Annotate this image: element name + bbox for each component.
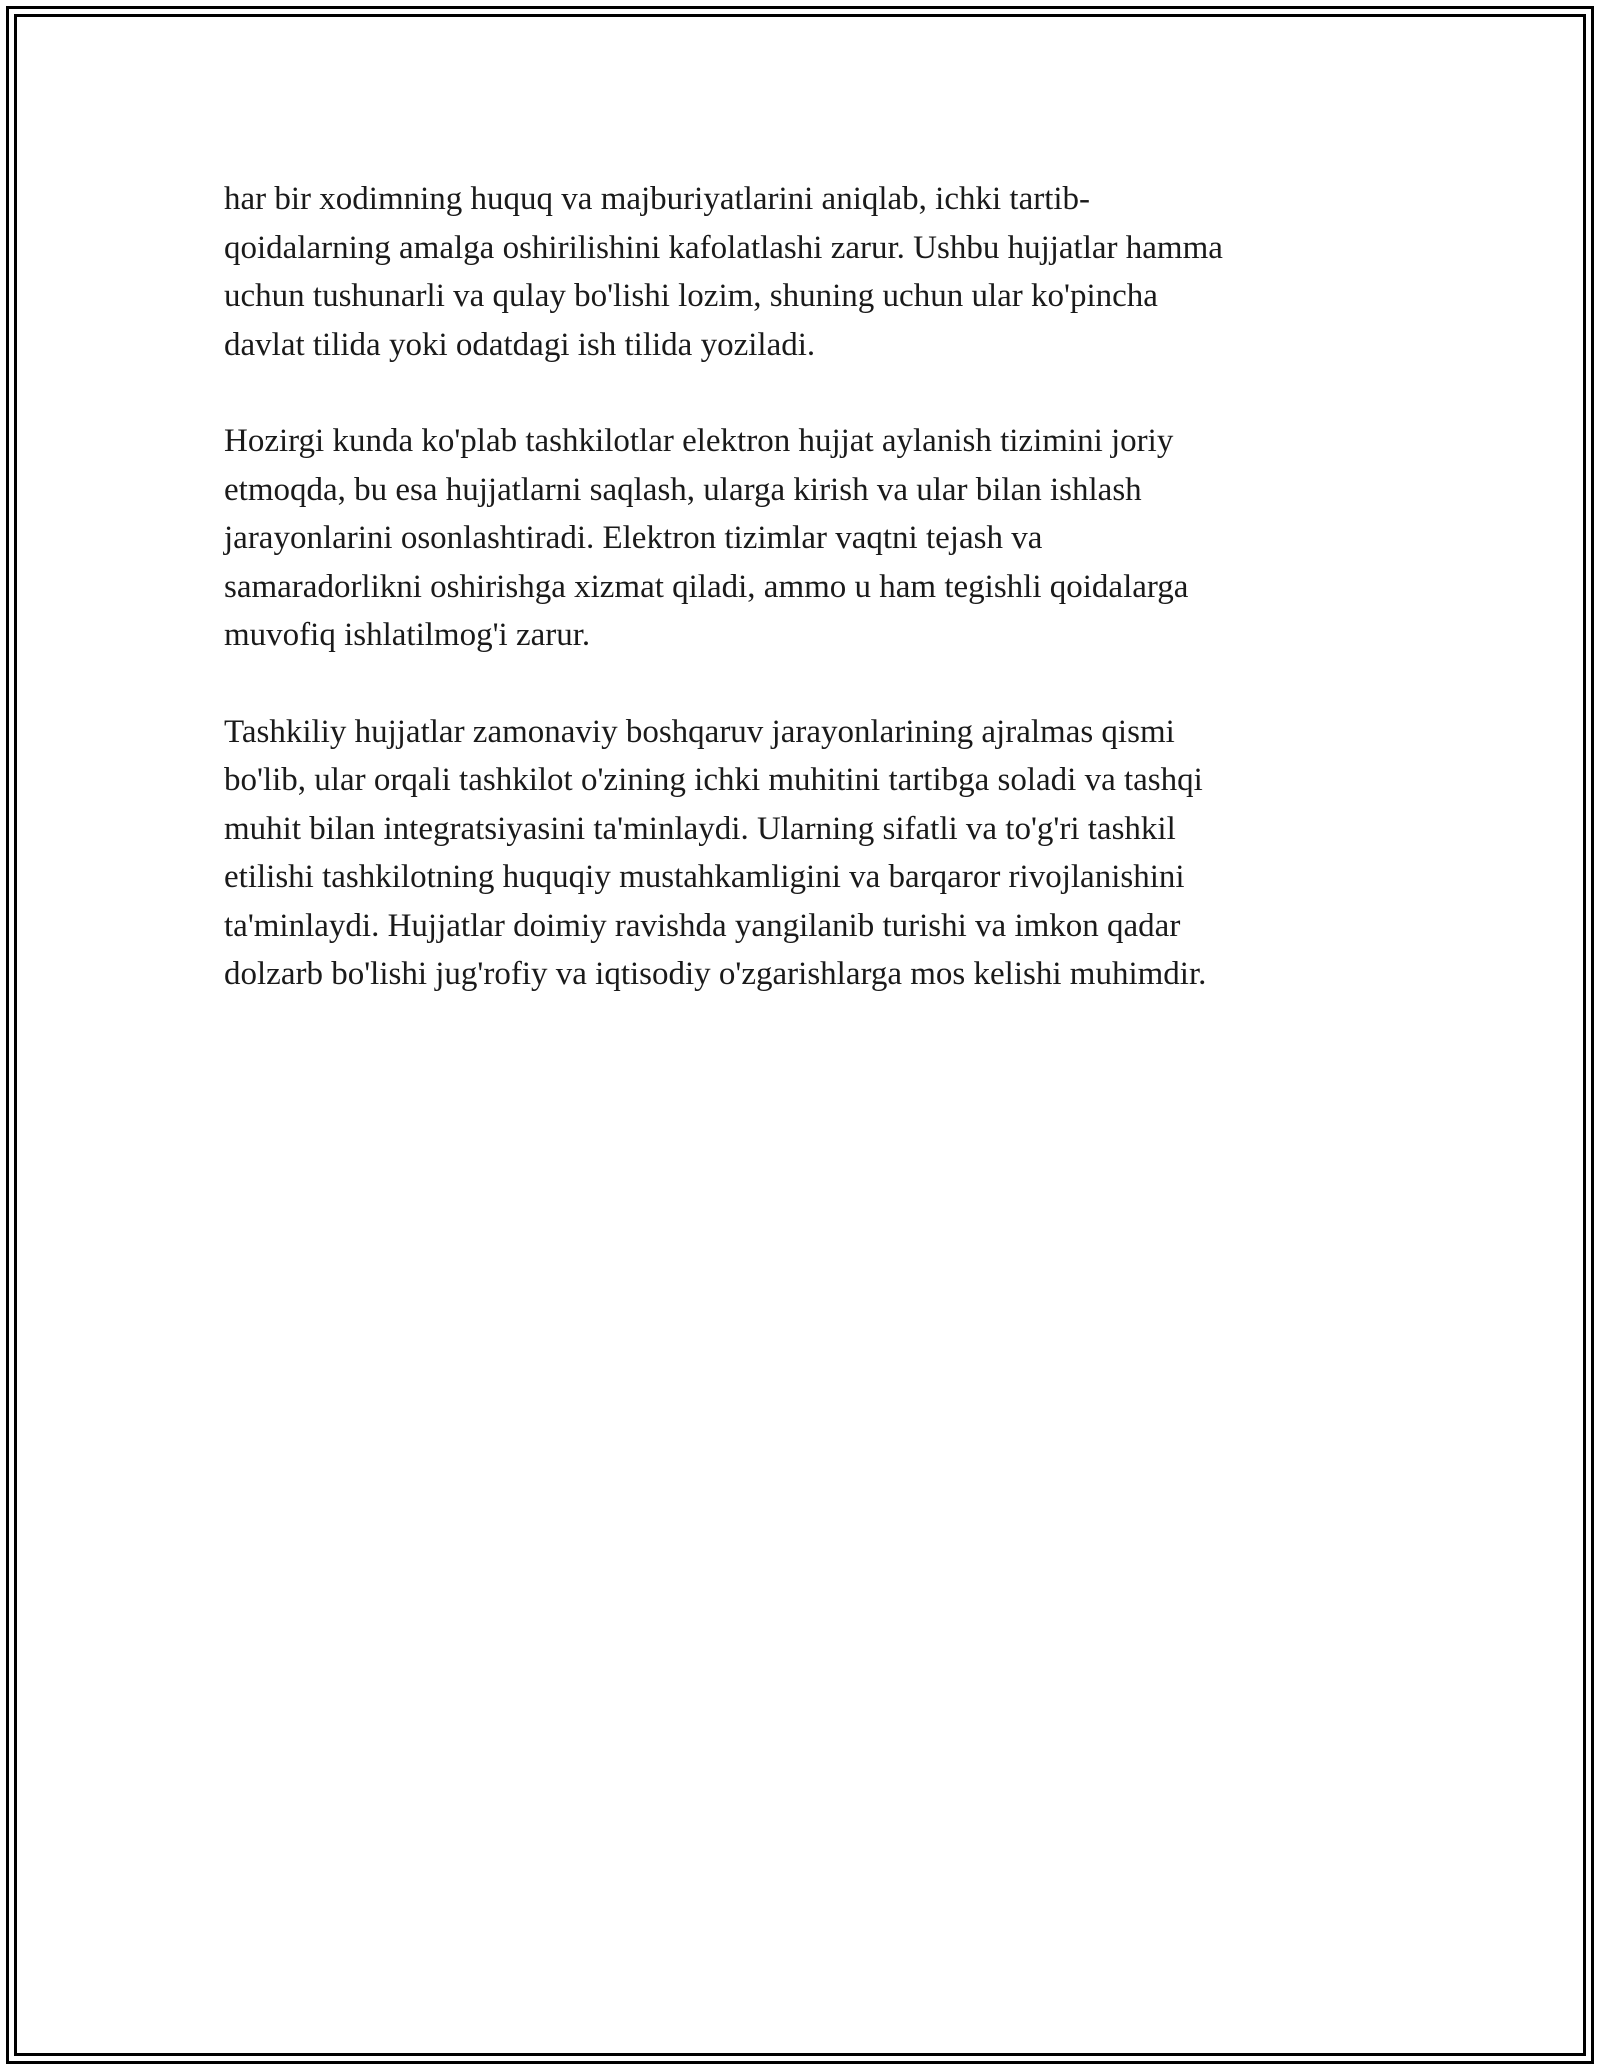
text-line: etmoqda, bu esa hujjatlarni saqlash, ularga kirish va ular bilan ishlash — [224, 471, 1142, 508]
text-line: Hozirgi kunda ko'plab tashkilotlar elektron hujjat aylanish tizimini joriy — [224, 423, 1174, 459]
text-line: etilishi tashkilotning huquqiy mustahkamligini va barqaror rivojlanishini — [224, 859, 1185, 895]
text-line: dolzarb bo'lishi jug'rofiy va iqtisodiy o'zgarishlarga mos kelishi muhimdir. — [224, 956, 1207, 992]
text-line: har bir xodimning huquq va majburiyatlarini aniqlab, ichki tartib- — [224, 181, 1091, 217]
text-line: davlat tilida yoki odatdagi ish tilida yoziladi. — [224, 326, 816, 363]
document-body — [224, 175, 1364, 999]
text-line: uchun tushunarli va qulay bo'lishi lozim, shuning uchun ular ko'pincha — [224, 278, 1158, 314]
text-line: qoidalarning amalga oshirilishini kafolatlashi zarur. Ushbu hujjatlar hamma — [224, 229, 1223, 266]
text-line: bo'lib, ular orqali tashkilot o'zining ichki muhitini tartibga soladi va tashqi — [224, 762, 1203, 798]
text-line: Tashkiliy hujjatlar zamonaviy boshqaruv jarayonlarining ajralmas qismi — [224, 713, 1175, 750]
text-line: jarayonlarini osonlashtiradi. Elektron tizimlar vaqtni tejash va — [224, 520, 1043, 556]
paragraph-3 — [224, 708, 1364, 999]
text-line: muvofiq ishlatilmog'i zarur. — [224, 617, 591, 653]
text-line: ta'minlaydi. Hujjatlar doimiy ravishda yangilanib turishi va imkon qadar — [224, 907, 1181, 944]
paragraph-2 — [224, 417, 1364, 660]
text-line: muhit bilan integratsiyasini ta'minlaydi. Ularning sifatli va to'g'ri tashkil — [224, 810, 1176, 847]
text-line: samaradorlikni oshirishga xizmat qiladi, ammo u ham tegishli qoidalarga — [224, 568, 1189, 605]
paragraph-1 — [224, 175, 1364, 369]
